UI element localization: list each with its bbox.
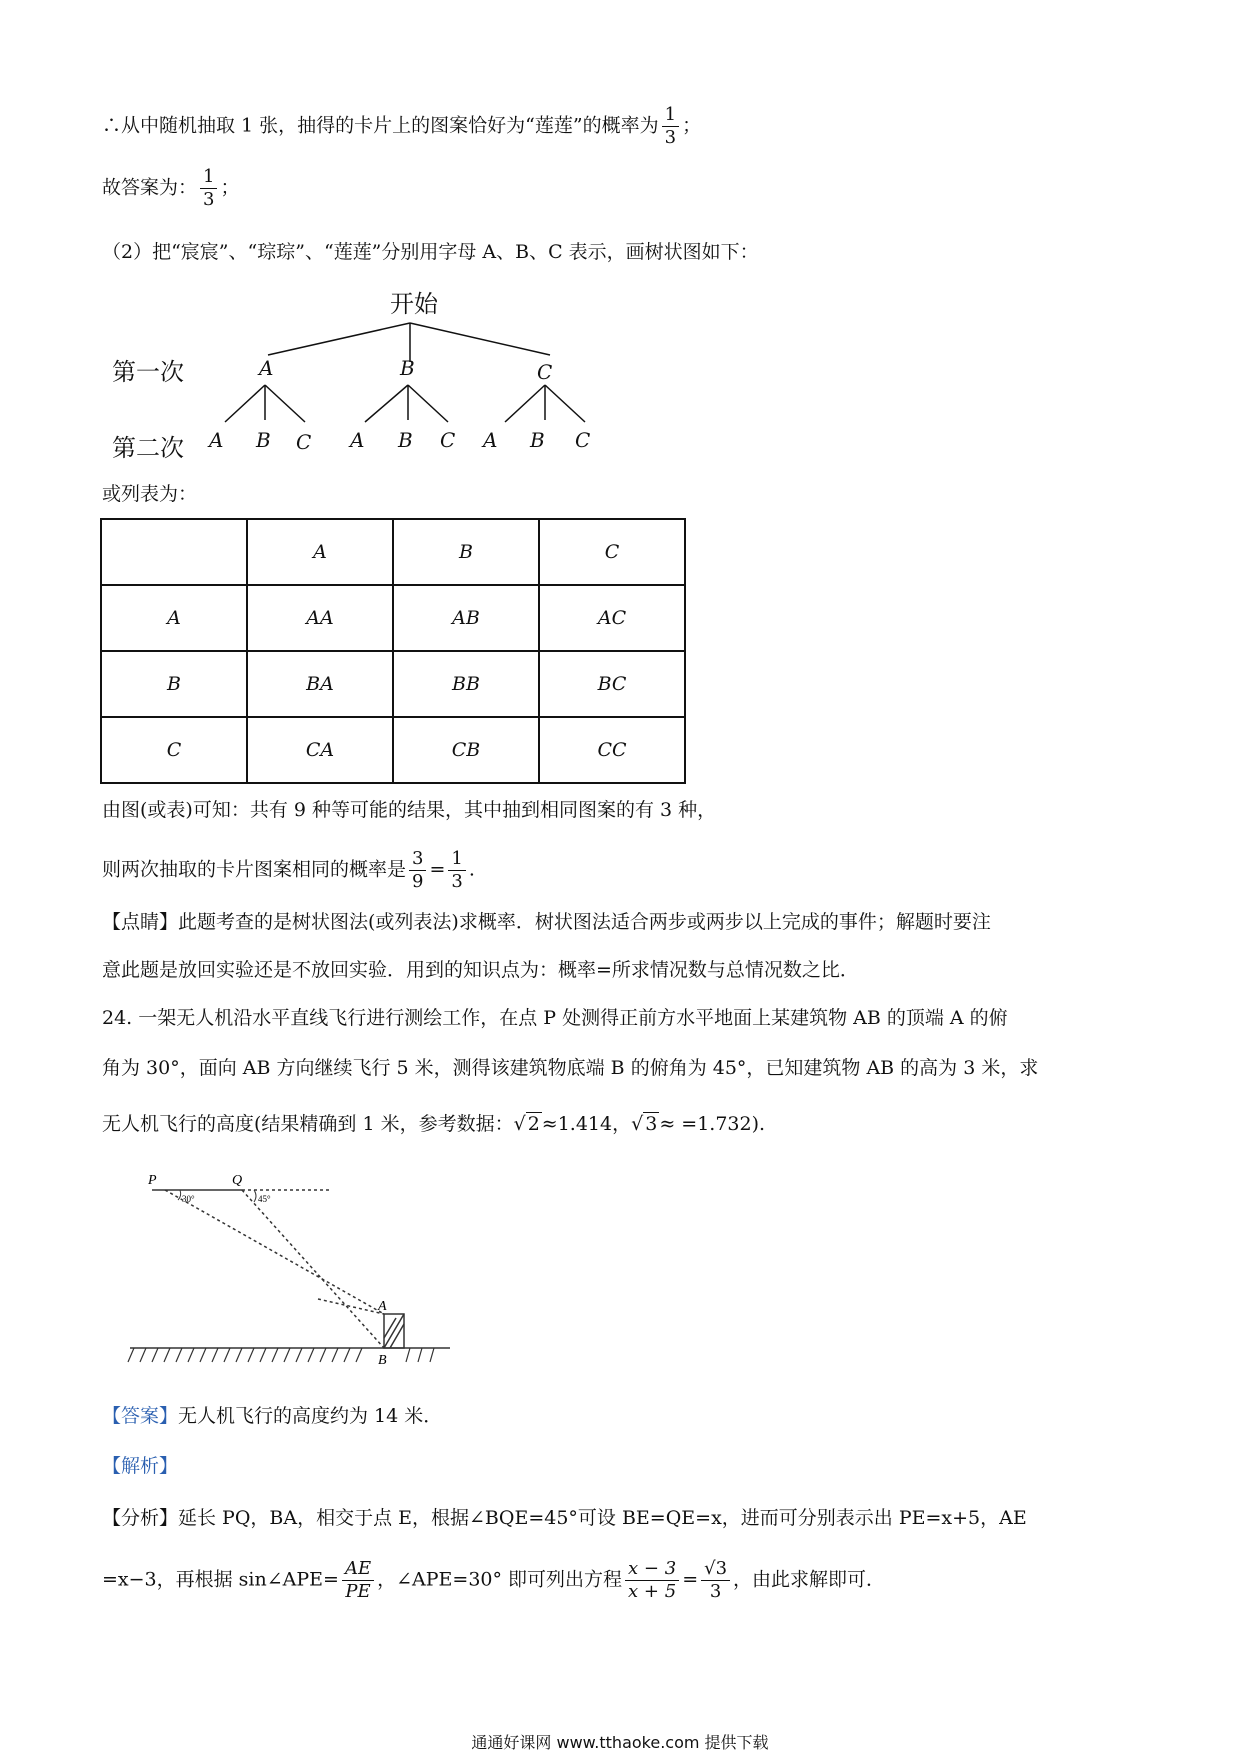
line1-post: ； <box>682 114 702 137</box>
table-cell: C <box>101 717 247 783</box>
fraction-numerator: AE <box>342 1558 374 1581</box>
analysis-tag: 【解析】 <box>102 1455 179 1477</box>
tree-node-l2: A <box>209 428 224 452</box>
answer-line <box>102 1402 442 1430</box>
line1-text: ∴从中随机抽取 1 张，抽得的卡片上的图案恰好为“莲莲”的概率为 <box>102 114 659 137</box>
table-cell: CB <box>393 717 539 783</box>
text-line-10: 角为 30°，面向 AB 方向继续飞行 5 米，测得该建筑物底端 B 的俯角为 45°，已知建筑物 AB 的高为 3 米，求 <box>102 1057 1039 1079</box>
table-header-cell: A <box>247 519 393 585</box>
table-cell: AC <box>539 585 685 651</box>
approx-value: ≈1.414， <box>541 1113 632 1135</box>
angle-label-45: 45° <box>258 1194 271 1204</box>
fraction <box>342 1558 374 1603</box>
table-cell: AA <box>247 585 393 651</box>
table-cell: BB <box>393 651 539 717</box>
tree-node-l2: C <box>296 430 312 454</box>
table-cell: B <box>101 651 247 717</box>
angle-label-30: 30° <box>182 1194 195 1204</box>
tree-node-l2: C <box>575 428 591 452</box>
tree-node-l2: A <box>483 428 498 452</box>
fraction-denominator: x + 5 <box>628 1581 677 1602</box>
equals-sign: = <box>682 1568 699 1591</box>
sqrt-symbol: √ <box>513 1113 526 1135</box>
table-cell: AB <box>393 585 539 651</box>
table-cell: BC <box>539 651 685 717</box>
text-line-analysis-2 <box>102 1558 885 1603</box>
line2-text: 故答案为： <box>102 176 198 199</box>
text-line-9: 24. 一架无人机沿水平直线飞行进行测绘工作，在点 P 处测得正前方水平地面上某建筑物 AB 的顶端 A 的俯 <box>102 1007 1008 1029</box>
fraction-denominator: 3 <box>664 127 677 148</box>
tree-first-label: 第一次 <box>112 358 184 386</box>
geometry-figure <box>120 1166 480 1366</box>
fraction-numerator: 3 <box>409 848 426 871</box>
analysis-post: ，由此求解即可． <box>733 1568 886 1591</box>
tree-start-label: 开始 <box>390 290 438 318</box>
text-line-6 <box>102 848 475 893</box>
table-cell: A <box>101 585 247 651</box>
fraction-numerator: x − 3 <box>625 1558 679 1581</box>
fraction-numerator: 1 <box>200 166 217 189</box>
tree-node-l2: B <box>256 428 271 452</box>
fraction <box>448 848 465 893</box>
radicand: 3 <box>645 1113 658 1135</box>
table-cell: BA <box>247 651 393 717</box>
fraction-denominator: 3 <box>709 1581 722 1602</box>
text-line-7: 【点睛】此题考查的是树状图法(或列表法)求概率．树状图法适合两步或两步以上完成的事件；解题时要注 <box>102 911 991 933</box>
outcome-table <box>100 518 686 784</box>
text-line-8: 意此题是放回实验还是不放回实验．用到的知识点为：概率=所求情况数与总情况数之比． <box>102 959 859 981</box>
text-line-4: 或列表为： <box>102 483 198 505</box>
sqrt-3 <box>643 1110 659 1138</box>
tree-lines <box>0 0 1240 480</box>
point-label-B: B <box>378 1353 387 1366</box>
tree-node-l1: C <box>537 360 553 384</box>
fraction-denominator: 3 <box>451 871 463 892</box>
tree-node-l2: C <box>440 428 456 452</box>
analysis-mid: ，∠APE=30° 即可列出方程 <box>377 1568 623 1591</box>
fraction <box>625 1558 679 1603</box>
line6-post: . <box>468 858 475 881</box>
tree-node-l1: B <box>400 356 415 380</box>
line2-post: ； <box>220 176 240 199</box>
sqrt-symbol: √ <box>631 1113 644 1135</box>
fraction <box>409 848 426 893</box>
text-line-3: （2）把“宸宸”、“琮琮”、“莲莲”分别用字母 A、B、C 表示，画树状图如下： <box>102 241 759 263</box>
approx-value: ≈ =1.732). <box>659 1113 766 1135</box>
answer-text: 无人机飞行的高度约为 14 米． <box>178 1405 443 1427</box>
tree-second-label: 第二次 <box>112 434 184 462</box>
sqrt-2 <box>526 1110 542 1138</box>
fraction <box>701 1558 730 1603</box>
tree-node-l2: B <box>530 428 545 452</box>
point-label-Q: Q <box>232 1173 243 1188</box>
radicand: 2 <box>527 1113 540 1135</box>
point-label-P: P <box>148 1173 157 1188</box>
page-footer[interactable]: 通通好课网 www.tthaoke.com 提供下载 <box>471 1733 769 1752</box>
text-line-analysis-1: 【分析】延长 PQ，BA，相交于点 E，根据∠BQE=45°可设 BE=QE=x，进而可分别表示出 PE=x+5，AE <box>102 1507 1027 1529</box>
answer-tag: 【答案】 <box>102 1405 179 1427</box>
tree-node-l2: B <box>398 428 413 452</box>
table-cell: CC <box>539 717 685 783</box>
fraction-denominator: 3 <box>203 189 215 210</box>
analysis-text: =x−3，再根据 sin∠APE= <box>102 1568 339 1591</box>
table-cell: CA <box>247 717 393 783</box>
table-row <box>101 651 685 717</box>
table-row <box>101 585 685 651</box>
line6-text: 则两次抽取的卡片图案相同的概率是 <box>102 858 407 881</box>
table-header-cell: C <box>539 519 685 585</box>
text-line-5: 由图(或表)可知：共有 9 种等可能的结果，其中抽到相同图案的有 3 种， <box>102 799 717 821</box>
tree-node-l1: A <box>259 356 274 380</box>
fraction-denominator: 9 <box>412 871 424 892</box>
tree-node-l2: A <box>350 428 365 452</box>
table-header-cell <box>101 519 247 585</box>
fraction-denominator: PE <box>345 1581 371 1602</box>
equals-sign: = <box>429 858 446 881</box>
line11-text: 无人机飞行的高度(结果精确到 1 米，参考数据： <box>102 1113 514 1135</box>
table-row <box>101 717 685 783</box>
table-header-row <box>101 519 685 585</box>
point-label-A: A <box>378 1299 387 1314</box>
fraction-numerator: √3 <box>701 1558 730 1581</box>
text-line-11 <box>102 1110 765 1138</box>
table-header-cell: B <box>393 519 539 585</box>
fraction-numerator: 1 <box>448 848 465 871</box>
fraction-numerator: 1 <box>662 104 679 127</box>
